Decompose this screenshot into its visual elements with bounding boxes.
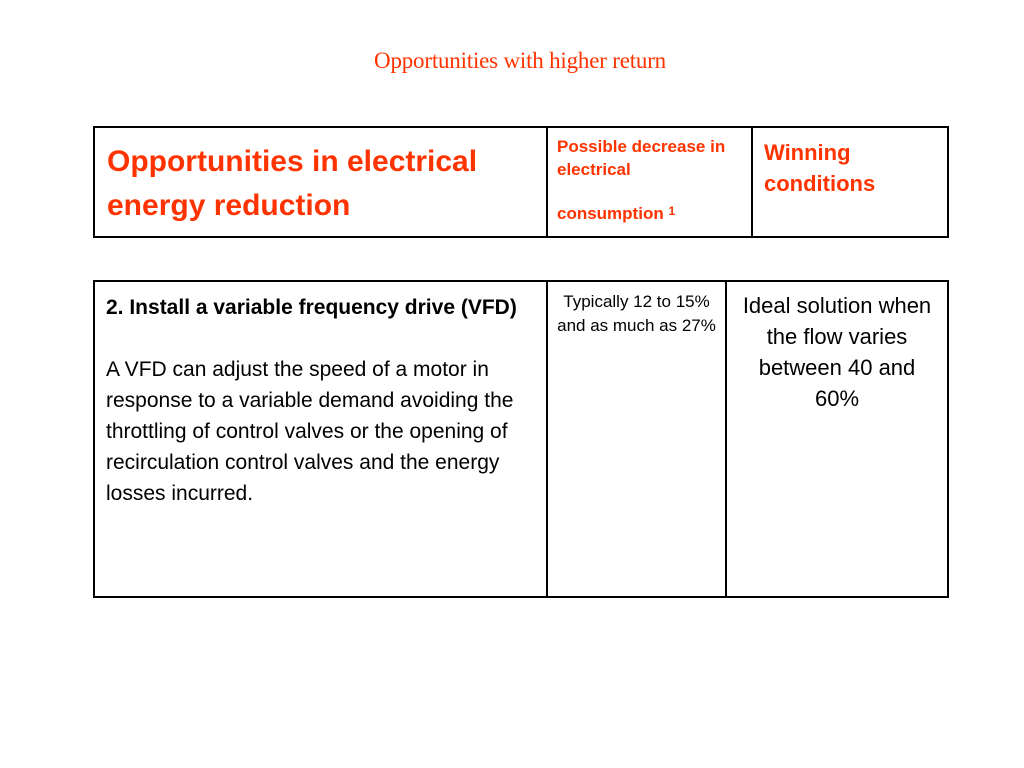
header-table [93, 126, 949, 238]
decrease-cell: Typically 12 to 15% and as much as 27% [547, 281, 726, 597]
header-possible-decrease-text: Possible decrease in electrical [557, 137, 726, 179]
header-consumption-line [557, 202, 745, 225]
opportunity-heading: 2. Install a variable frequency drive (VFD) [106, 296, 517, 319]
content-table [93, 280, 949, 598]
opportunity-description: A VFD can adjust the speed of a motor in response to a variable demand avoiding the throttling of control valves or the opening of recirculation control valves and the energy losses incurred. [106, 358, 514, 505]
header-opportunities: Opportunities in electrical energy reduction [94, 127, 547, 237]
opportunity-cell [94, 281, 547, 597]
header-possible-decrease [547, 127, 752, 237]
header-consumption-text: consumption [557, 204, 664, 223]
footnote-marker: 1 [668, 204, 676, 218]
header-winning-conditions: Winning conditions [752, 127, 948, 237]
table-row [94, 281, 948, 597]
slide-title: Opportunities with higher return [374, 48, 666, 73]
header-row [94, 127, 948, 237]
conditions-cell: Ideal solution when the flow varies between 40 and 60% [726, 281, 948, 597]
